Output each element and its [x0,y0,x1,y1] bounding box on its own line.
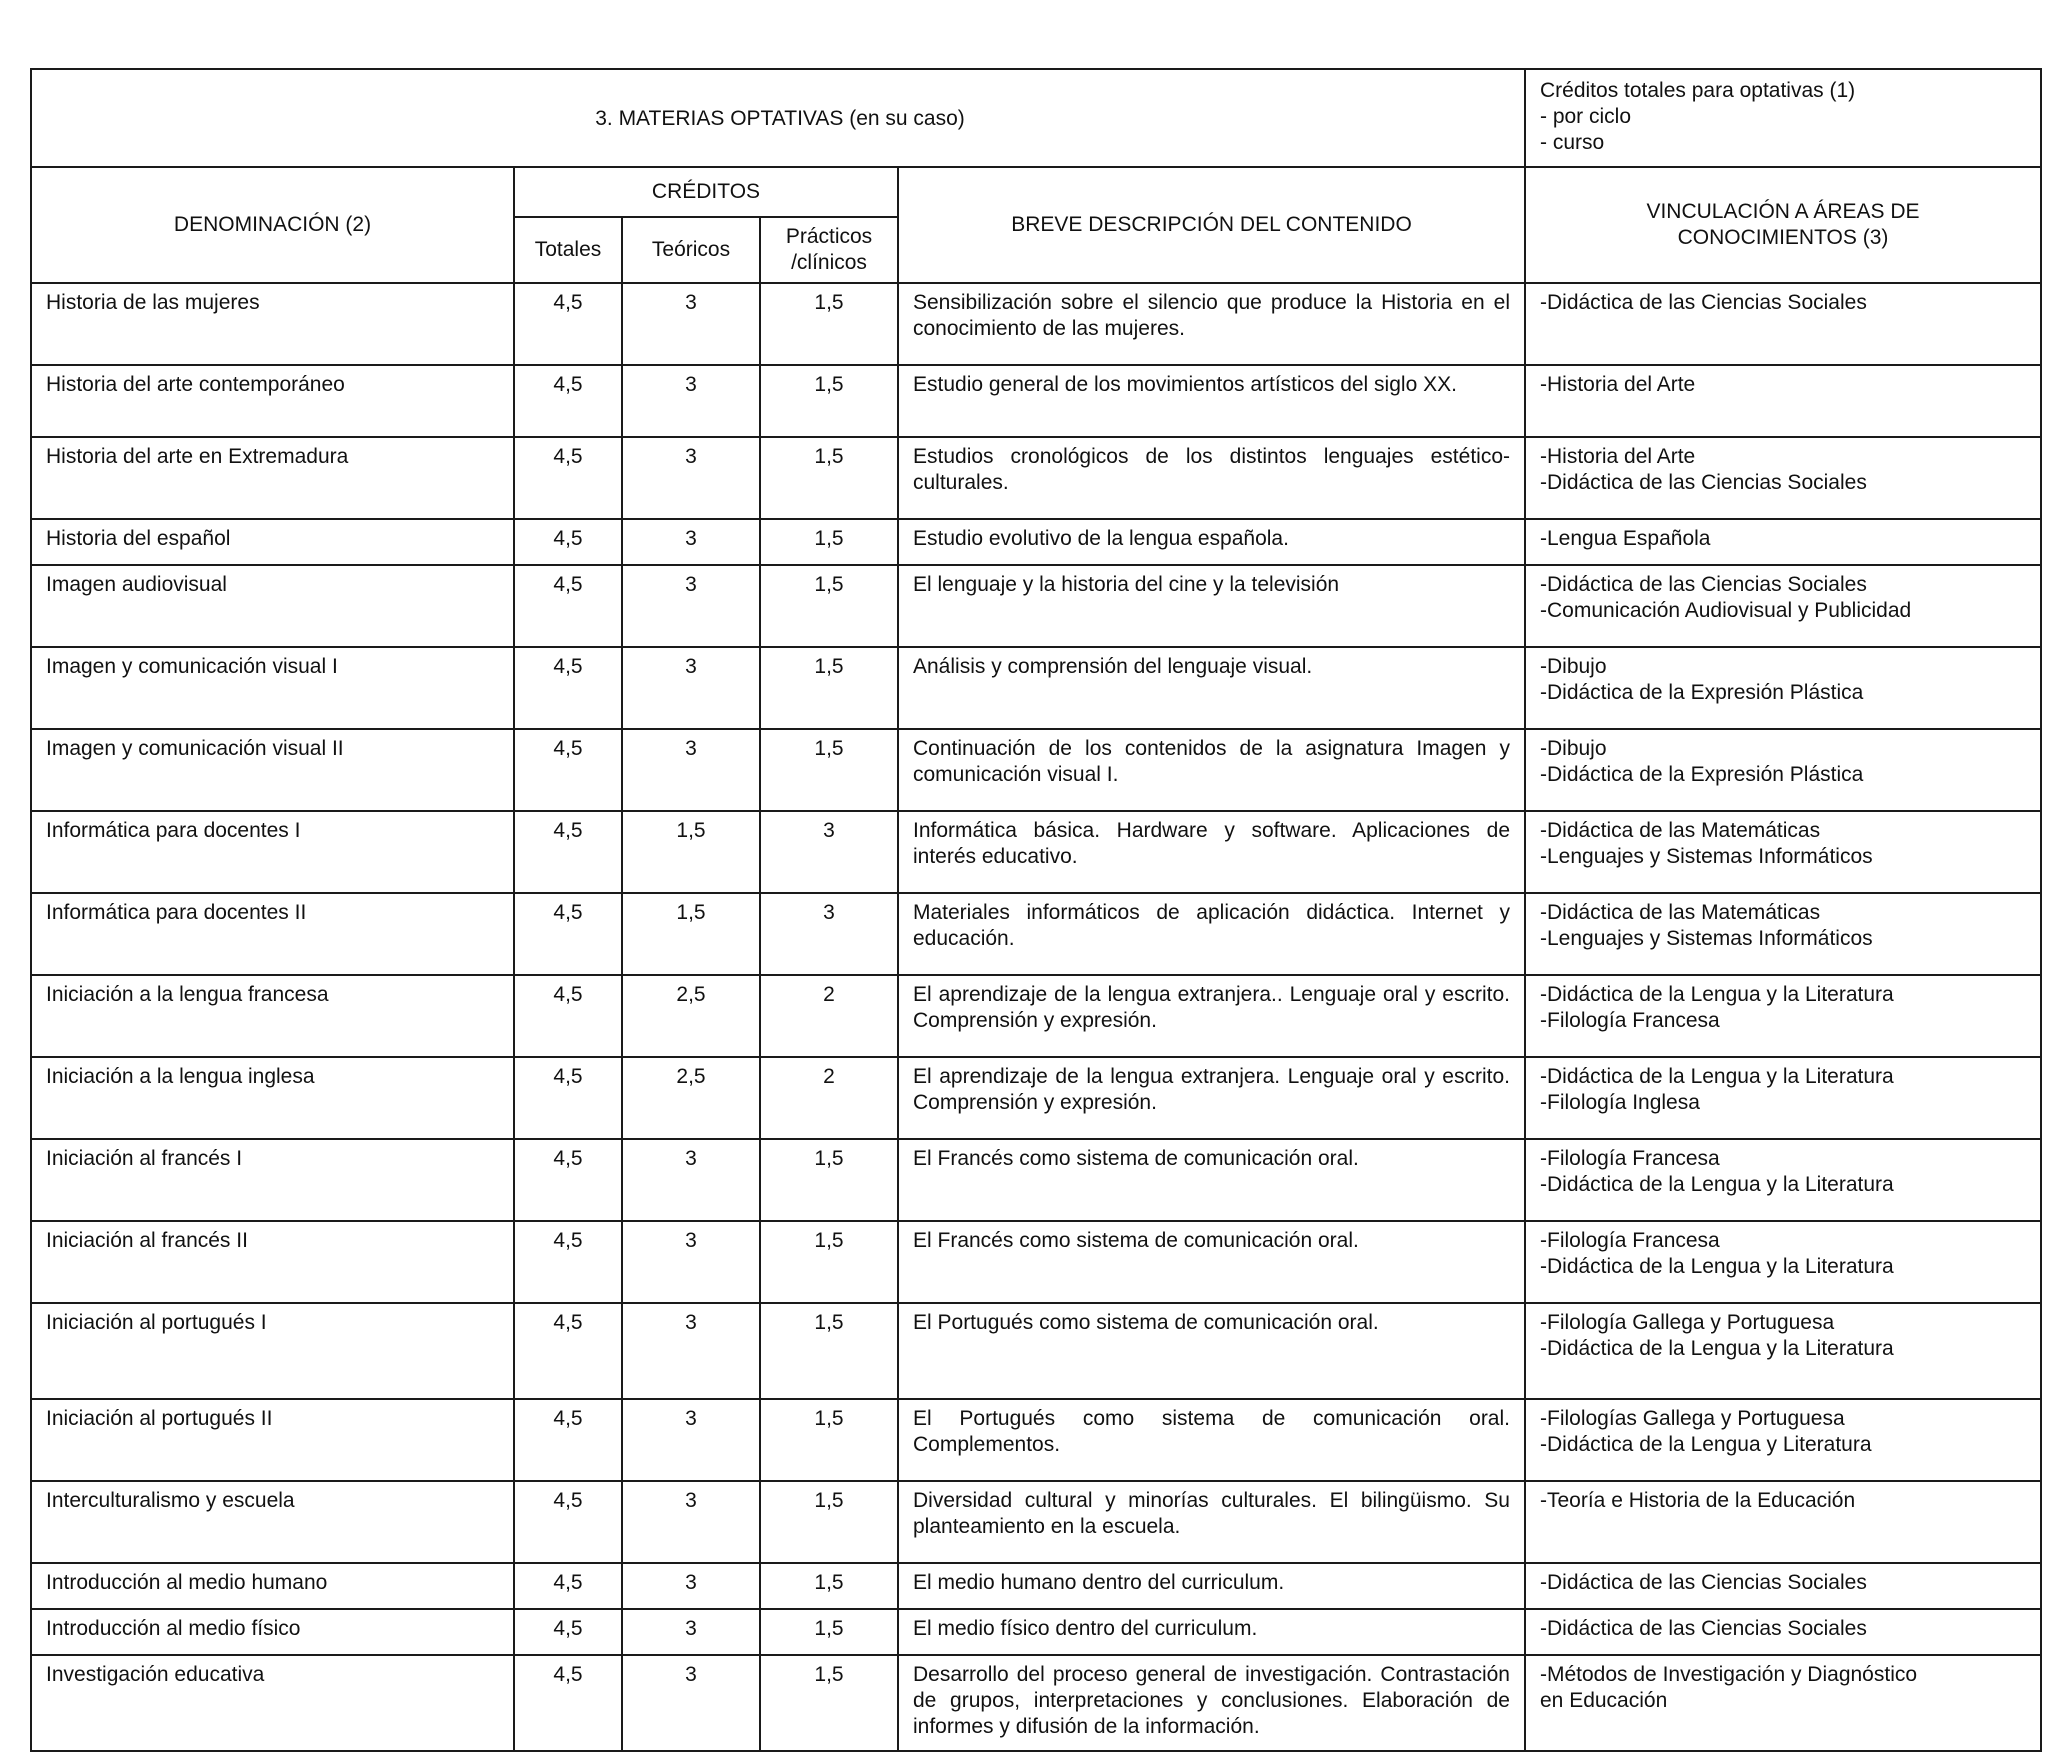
credits-practicos: 1,5 [760,1563,898,1609]
header-row-1 [31,167,2041,217]
table-row [31,437,2041,519]
table-row [31,519,2041,565]
knowledge-area-item: -Métodos de Investigación y Diagnóstico [1540,1663,1918,1686]
table-row [31,1057,2041,1139]
credits-teoricos: 3 [622,365,760,437]
knowledge-areas [1525,893,2041,975]
knowledge-area-item: en Educación [1540,1689,1668,1712]
knowledge-area-item: -Didáctica de la Expresión Plástica [1540,763,1864,786]
knowledge-area-item: -Didáctica de la Lengua y Literatura [1540,1433,1872,1456]
credits-totales: 4,5 [514,1057,622,1139]
knowledge-area-item: -Didáctica de las Matemáticas [1540,819,1821,842]
table-row [31,893,2041,975]
credits-teoricos: 3 [622,1139,760,1221]
descripcion-header: BREVE DESCRIPCIÓN DEL CONTENIDO [898,167,1525,283]
credits-practicos: 1,5 [760,1609,898,1655]
table-row [31,811,2041,893]
subject-name: Historia del arte en Extremadura [31,437,514,519]
content-description: Continuación de los contenidos de la asignatura Imagen y comunicación visual I. [898,729,1525,811]
content-description: Estudios cronológicos de los distintos lenguajes estético-culturales. [898,437,1525,519]
content-description: Estudio general de los movimientos artísticos del siglo XX. [898,365,1525,437]
table-row [31,1481,2041,1563]
subject-name: Iniciación al francés I [31,1139,514,1221]
content-description: Diversidad cultural y minorías culturales. El bilingüismo. Su planteamiento en la escuela. [898,1481,1525,1563]
subject-name: Iniciación al francés II [31,1221,514,1303]
knowledge-areas [1525,1563,2041,1609]
content-description: Análisis y comprensión del lenguaje visual. [898,647,1525,729]
knowledge-area-item: -Lenguajes y Sistemas Informáticos [1540,845,1873,868]
knowledge-area-item: -Didáctica de la Lengua y la Literatura [1540,1173,1894,1196]
content-description: El Portugués como sistema de comunicación oral. Complementos. [898,1399,1525,1481]
subject-name: Historia del español [31,519,514,565]
credits-teoricos: 3 [622,1399,760,1481]
knowledge-area-item: -Filología Francesa [1540,1229,1720,1252]
credits-practicos: 1,5 [760,437,898,519]
subject-name: Informática para docentes II [31,893,514,975]
knowledge-areas [1525,1139,2041,1221]
knowledge-areas [1525,365,2041,437]
credits-teoricos: 3 [622,519,760,565]
subject-name: Iniciación al portugués II [31,1399,514,1481]
credits-totales: 4,5 [514,1609,622,1655]
knowledge-area-item: -Filologías Gallega y Portuguesa [1540,1407,1845,1430]
knowledge-area-item: -Dibujo [1540,737,1607,760]
knowledge-areas [1525,1221,2041,1303]
knowledge-area-item: -Didáctica de la Lengua y la Literatura [1540,983,1894,1006]
knowledge-areas [1525,729,2041,811]
credits-totales: 4,5 [514,1139,622,1221]
totales-header: Totales [514,217,622,283]
table-row [31,365,2041,437]
knowledge-areas [1525,1609,2041,1655]
credits-totales: 4,5 [514,729,622,811]
credits-practicos: 1,5 [760,1399,898,1481]
credits-teoricos: 3 [622,1303,760,1399]
table-row [31,1399,2041,1481]
knowledge-areas [1525,1303,2041,1399]
table-row [31,1563,2041,1609]
content-description: El Portugués como sistema de comunicación oral. [898,1303,1525,1399]
content-description: El medio físico dentro del curriculum. [898,1609,1525,1655]
content-description: El aprendizaje de la lengua extranjera.. Lenguaje oral y escrito. Comprensión y expresión. [898,975,1525,1057]
table-row [31,1609,2041,1655]
creditos-header: CRÉDITOS [514,167,898,217]
table-row [31,1303,2041,1399]
knowledge-areas [1525,283,2041,365]
credits-practicos: 1,5 [760,1221,898,1303]
knowledge-area-item: -Filología Inglesa [1540,1091,1700,1114]
knowledge-areas [1525,647,2041,729]
knowledge-area-item: -Dibujo [1540,655,1607,678]
subject-name: Introducción al medio físico [31,1609,514,1655]
credits-totales: 4,5 [514,437,622,519]
credits-practicos: 1,5 [760,1303,898,1399]
knowledge-area-item: -Didáctica de las Matemáticas [1540,901,1821,924]
credits-totales: 4,5 [514,283,622,365]
knowledge-area-item: -Lenguajes y Sistemas Informáticos [1540,927,1873,950]
content-description: Estudio evolutivo de la lengua española. [898,519,1525,565]
knowledge-area-item: -Didáctica de las Ciencias Sociales [1540,573,1867,596]
subject-name: Iniciación a la lengua inglesa [31,1057,514,1139]
vinculacion-header: VINCULACIÓN A ÁREAS DE CONOCIMIENTOS (3) [1525,167,2041,283]
knowledge-areas [1525,565,2041,647]
subject-name: Interculturalismo y escuela [31,1481,514,1563]
title-row [31,69,2041,167]
subject-name: Introducción al medio humano [31,1563,514,1609]
knowledge-area-item: -Didáctica de las Ciencias Sociales [1540,1617,1867,1640]
credits-totales: 4,5 [514,519,622,565]
teoricos-header: Teóricos [622,217,760,283]
credits-teoricos: 3 [622,1609,760,1655]
knowledge-area-item: -Comunicación Audiovisual y Publicidad [1540,599,1912,622]
credits-teoricos: 3 [622,1563,760,1609]
knowledge-areas [1525,975,2041,1057]
credits-practicos: 3 [760,893,898,975]
credits-practicos: 1,5 [760,1139,898,1221]
credits-totales: 4,5 [514,1399,622,1481]
credits-practicos: 1,5 [760,647,898,729]
knowledge-areas [1525,1655,2041,1751]
knowledge-area-item: -Filología Francesa [1540,1009,1720,1032]
knowledge-area-item: -Lengua Española [1540,527,1711,550]
practicos-header: Prácticos /clínicos [760,217,898,283]
credits-totales: 4,5 [514,1303,622,1399]
credits-totales: 4,5 [514,565,622,647]
credits-practicos: 2 [760,975,898,1057]
credits-teoricos: 3 [622,1481,760,1563]
credits-teoricos: 3 [622,1655,760,1751]
content-description: Materiales informáticos de aplicación didáctica. Internet y educación. [898,893,1525,975]
credits-teoricos: 3 [622,283,760,365]
subject-name: Imagen audiovisual [31,565,514,647]
subject-name: Iniciación a la lengua francesa [31,975,514,1057]
content-description: Informática básica. Hardware y software. Aplicaciones de interés educativo. [898,811,1525,893]
credits-practicos: 3 [760,811,898,893]
credits-totales: 4,5 [514,1655,622,1751]
subject-name: Imagen y comunicación visual I [31,647,514,729]
subject-name: Informática para docentes I [31,811,514,893]
knowledge-area-item: -Teoría e Historia de la Educación [1540,1489,1856,1512]
credits-totales: 4,5 [514,975,622,1057]
subject-name: Historia de las mujeres [31,283,514,365]
knowledge-area-item: -Historia del Arte [1540,373,1696,396]
knowledge-areas [1525,1057,2041,1139]
credits-teoricos: 3 [622,437,760,519]
table-row [31,565,2041,647]
credits-totales: 4,5 [514,1481,622,1563]
credits-teoricos: 1,5 [622,893,760,975]
table-row [31,1655,2041,1751]
section-title: 3. MATERIAS OPTATIVAS (en su caso) [31,69,1525,167]
knowledge-area-item: -Didáctica de la Expresión Plástica [1540,681,1864,704]
table-row [31,729,2041,811]
knowledge-areas [1525,811,2041,893]
credits-totales: 4,5 [514,647,622,729]
content-description: El Francés como sistema de comunicación oral. [898,1139,1525,1221]
knowledge-area-item: -Filología Gallega y Portuguesa [1540,1311,1835,1334]
content-description: El aprendizaje de la lengua extranjera. Lenguaje oral y escrito. Comprensión y expresión. [898,1057,1525,1139]
table-row [31,283,2041,365]
knowledge-areas [1525,437,2041,519]
credits-practicos: 1,5 [760,519,898,565]
credits-total-header: Créditos totales para optativas (1) - por ciclo - curso [1525,69,2041,167]
knowledge-area-item: -Historia del Arte [1540,445,1696,468]
subject-name: Investigación educativa [31,1655,514,1751]
content-description: Sensibilización sobre el silencio que produce la Historia en el conocimiento de las mujeres. [898,283,1525,365]
subject-name: Historia del arte contemporáneo [31,365,514,437]
document-page [30,68,2040,1752]
knowledge-area-item: -Filología Francesa [1540,1147,1720,1170]
content-description: El lenguaje y la historia del cine y la televisión [898,565,1525,647]
credits-teoricos: 1,5 [622,811,760,893]
content-description: Desarrollo del proceso general de investigación. Contrastación de grupos, interpretaciones y conclusiones. Elaboración de informes y difusión de la información. [898,1655,1525,1751]
credits-totales: 4,5 [514,1563,622,1609]
credits-practicos: 1,5 [760,1481,898,1563]
credits-totales: 4,5 [514,811,622,893]
knowledge-area-item: -Didáctica de la Lengua y la Literatura [1540,1065,1894,1088]
subject-name: Imagen y comunicación visual II [31,729,514,811]
credits-teoricos: 3 [622,1221,760,1303]
content-description: El medio humano dentro del curriculum. [898,1563,1525,1609]
table-row [31,647,2041,729]
credits-teoricos: 3 [622,565,760,647]
credits-teoricos: 3 [622,647,760,729]
knowledge-area-item: -Didáctica de la Lengua y la Literatura [1540,1337,1894,1360]
denominacion-header: DENOMINACIÓN (2) [31,167,514,283]
credits-teoricos: 2,5 [622,975,760,1057]
credits-totales: 4,5 [514,365,622,437]
credits-totales: 4,5 [514,893,622,975]
knowledge-area-item: -Didáctica de la Lengua y la Literatura [1540,1255,1894,1278]
credits-practicos: 1,5 [760,365,898,437]
credits-practicos: 1,5 [760,283,898,365]
optativas-table [30,68,2042,1752]
credits-teoricos: 3 [622,729,760,811]
credits-practicos: 1,5 [760,565,898,647]
knowledge-area-item: -Didáctica de las Ciencias Sociales [1540,471,1867,494]
subject-name: Iniciación al portugués I [31,1303,514,1399]
credits-totales: 4,5 [514,1221,622,1303]
table-row [31,975,2041,1057]
knowledge-areas [1525,1399,2041,1481]
credits-practicos: 2 [760,1057,898,1139]
table-row [31,1221,2041,1303]
content-description: El Francés como sistema de comunicación oral. [898,1221,1525,1303]
knowledge-area-item: -Didáctica de las Ciencias Sociales [1540,291,1867,314]
table-row [31,1139,2041,1221]
credits-practicos: 1,5 [760,1655,898,1751]
credits-practicos: 1,5 [760,729,898,811]
credits-teoricos: 2,5 [622,1057,760,1139]
knowledge-areas [1525,1481,2041,1563]
knowledge-areas [1525,519,2041,565]
knowledge-area-item: -Didáctica de las Ciencias Sociales [1540,1571,1867,1594]
